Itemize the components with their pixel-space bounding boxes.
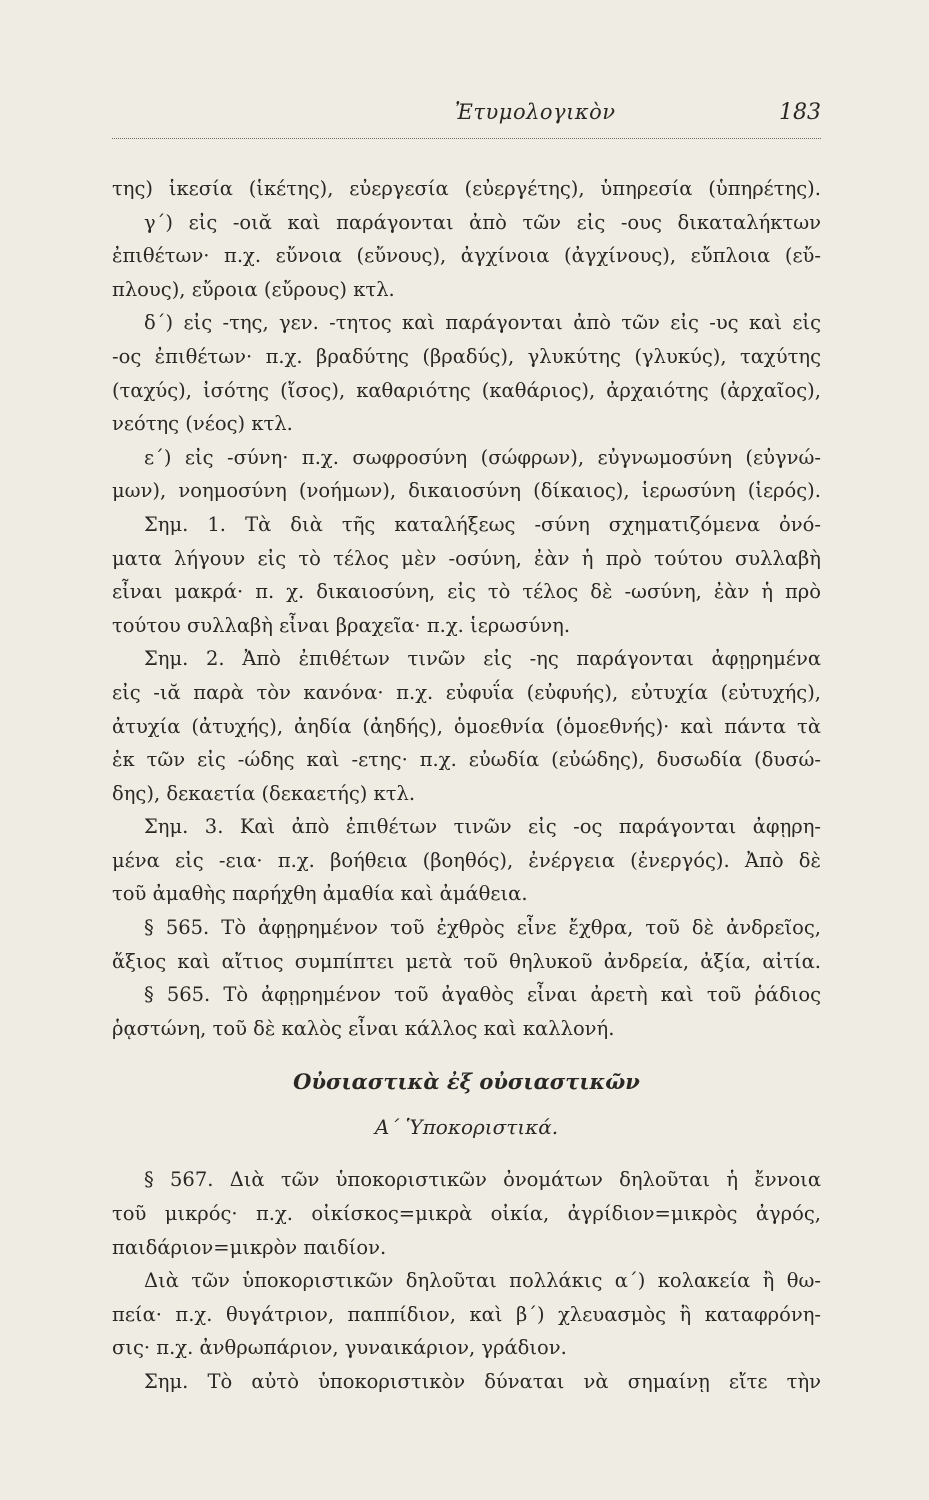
text-line: Σημ. 2. Ἀπὸ ἐπιθέτων τινῶν εἰς -ης παράγονται ἀφῃρημένα	[144, 647, 821, 671]
text-line: δ΄) εἰς -της, γεν. -τητος καὶ παράγονται ἀπὸ τῶν εἰς -υς καὶ εἰς	[144, 311, 821, 335]
text-line: § 565. Τὸ ἀφῃρημένον τοῦ ἐχθρὸς εἶνε ἔχθρα, τοῦ δὲ ἀνδρεῖος,	[144, 916, 821, 940]
text-line: τούτου συλλαβὴ εἶναι βραχεῖα· π.χ. ἱερωσύνη.	[112, 613, 571, 637]
text-line: μένα εἰς -εια· π.χ. βοήθεια (βοηθός), ἐνέργεια (ἐνεργός). Ἀπὸ δὲ	[112, 848, 821, 872]
text-line: ἀτυχία (ἀτυχής), ἀηδία (ἀηδής), ὁμοεθνία (ὁμοεθνής)· καὶ πάντα τὰ	[112, 714, 821, 738]
text-line: εἰς -ιᾰ παρὰ τὸν κανόνα· π.χ. εὐφυΐα (εὐφυής), εὐτυχία (εὐτυχής),	[112, 680, 821, 704]
text-line: πεία· π.χ. θυγάτριον, παππίδιον, καὶ β΄) χλευασμὸς ἢ καταφρόνη-	[112, 1302, 821, 1326]
text-line: εἶναι μακρά· π. χ. δικαιοσύνη, εἰς τὸ τέλος δὲ -ωσύνη, ἐὰν ἡ πρὸ	[112, 580, 821, 604]
text-line: Διὰ τῶν ὑποκοριστικῶν δηλοῦται πολλάκις α΄) κολακεία ἢ θω-	[144, 1269, 821, 1293]
text-line: τοῦ ἀμαθὴς παρήχθη ἀμαθία καὶ ἀμάθεια.	[112, 882, 528, 906]
text-line: ματα λήγουν εἰς τὸ τέλος μὲν -οσύνη, ἐὰν ἡ πρὸ τούτου συλλαβὴ	[112, 546, 821, 570]
section-heading: Οὐσιαστικὰ ἐξ οὐσιαστικῶν	[293, 1069, 640, 1095]
body-text	[112, 172, 821, 1399]
running-head	[112, 98, 821, 139]
text-line: πλους), εὔροια (εὔρους) κτλ.	[112, 277, 395, 301]
text-line: δης), δεκαετία (δεκαετής) κτλ.	[112, 781, 416, 805]
page-number: 183	[779, 100, 821, 125]
text-line: παιδάριον=μικρὸν παιδίον.	[112, 1235, 387, 1259]
text-line: ἐκ τῶν εἰς -ώδης καὶ -ετης· π.χ. εὐωδία (εὐώδης), δυσωδία (δυσώ-	[112, 748, 821, 772]
text-line: ε΄) εἰς -σύνη· π.χ. σωφροσύνη (σώφρων), εὐγνωμοσύνη (εὐγνώ-	[144, 445, 821, 469]
text-line: της) ἱκεσία (ἱκέτης), εὐεργεσία (εὐεργέτης), ὑπηρεσία (ὑπηρέτης).	[112, 177, 821, 200]
running-title: Ἐτυμολογικὸν	[455, 100, 616, 124]
text-line: Σημ. Τὸ αὐτὸ ὑποκοριστικὸν δύναται νὰ σημαίνῃ εἴτε τὴν	[144, 1370, 821, 1393]
text-line: § 565. Τὸ ἀφῃρημένον τοῦ ἀγαθὸς εἶναι ἀρετὴ καὶ τοῦ ῥάδιος	[144, 983, 821, 1007]
text-line: μων), νοημοσύνη (νοήμων), δικαιοσύνη (δίκαιος), ἱερωσύνη (ἱερός).	[112, 479, 821, 503]
text-line: § 567. Διὰ τῶν ὑποκοριστικῶν ὀνομάτων δηλοῦται ἡ ἔννοια	[144, 1168, 821, 1192]
text-line: νεότης (νέος) κτλ.	[112, 412, 293, 436]
text-line: σις· π.χ. ἀνθρωπάριον, γυναικάριον, γράδιον.	[112, 1336, 567, 1360]
text-line: τοῦ μικρός· π.χ. οἰκίσκος=μικρὰ οἰκία, ἀγρίδιον=μικρὸς ἀγρός,	[112, 1202, 821, 1226]
text-line: -ος ἐπιθέτων· π.χ. βραδύτης (βραδύς), γλυκύτης (γλυκύς), ταχύτης	[112, 344, 821, 368]
text-line: ῥᾳστώνη, τοῦ δὲ καλὸς εἶναι κάλλος καὶ καλλονή.	[112, 1016, 615, 1040]
text-line: γ΄) εἰς -οιᾰ καὶ παράγονται ἀπὸ τῶν εἰς -ους δικαταλήκτων	[144, 210, 821, 234]
text-line: Σημ. 1. Τὰ διὰ τῆς καταλήξεως -σύνη σχηματιζόμενα ὀνό-	[144, 512, 821, 536]
text-line: ἐπιθέτων· π.χ. εὔνοια (εὔνους), ἀγχίνοια (ἀγχίνους), εὔπλοια (εὔ-	[112, 244, 821, 268]
section-subheading: Α΄ Ὑποκοριστικά.	[374, 1115, 559, 1140]
text-line: ἄξιος καὶ αἴτιος συμπίπτει μετὰ τοῦ θηλυκοῦ ἀνδρεία, ἀξία, αἰτία.	[112, 949, 821, 973]
text-line: Σημ. 3. Καὶ ἀπὸ ἐπιθέτων τινῶν εἰς -ος παράγονται ἀφῃρη-	[144, 815, 821, 839]
text-line: (ταχύς), ἰσότης (ἴσος), καθαριότης (καθάριος), ἀρχαιότης (ἀρχαῖος),	[112, 378, 821, 402]
